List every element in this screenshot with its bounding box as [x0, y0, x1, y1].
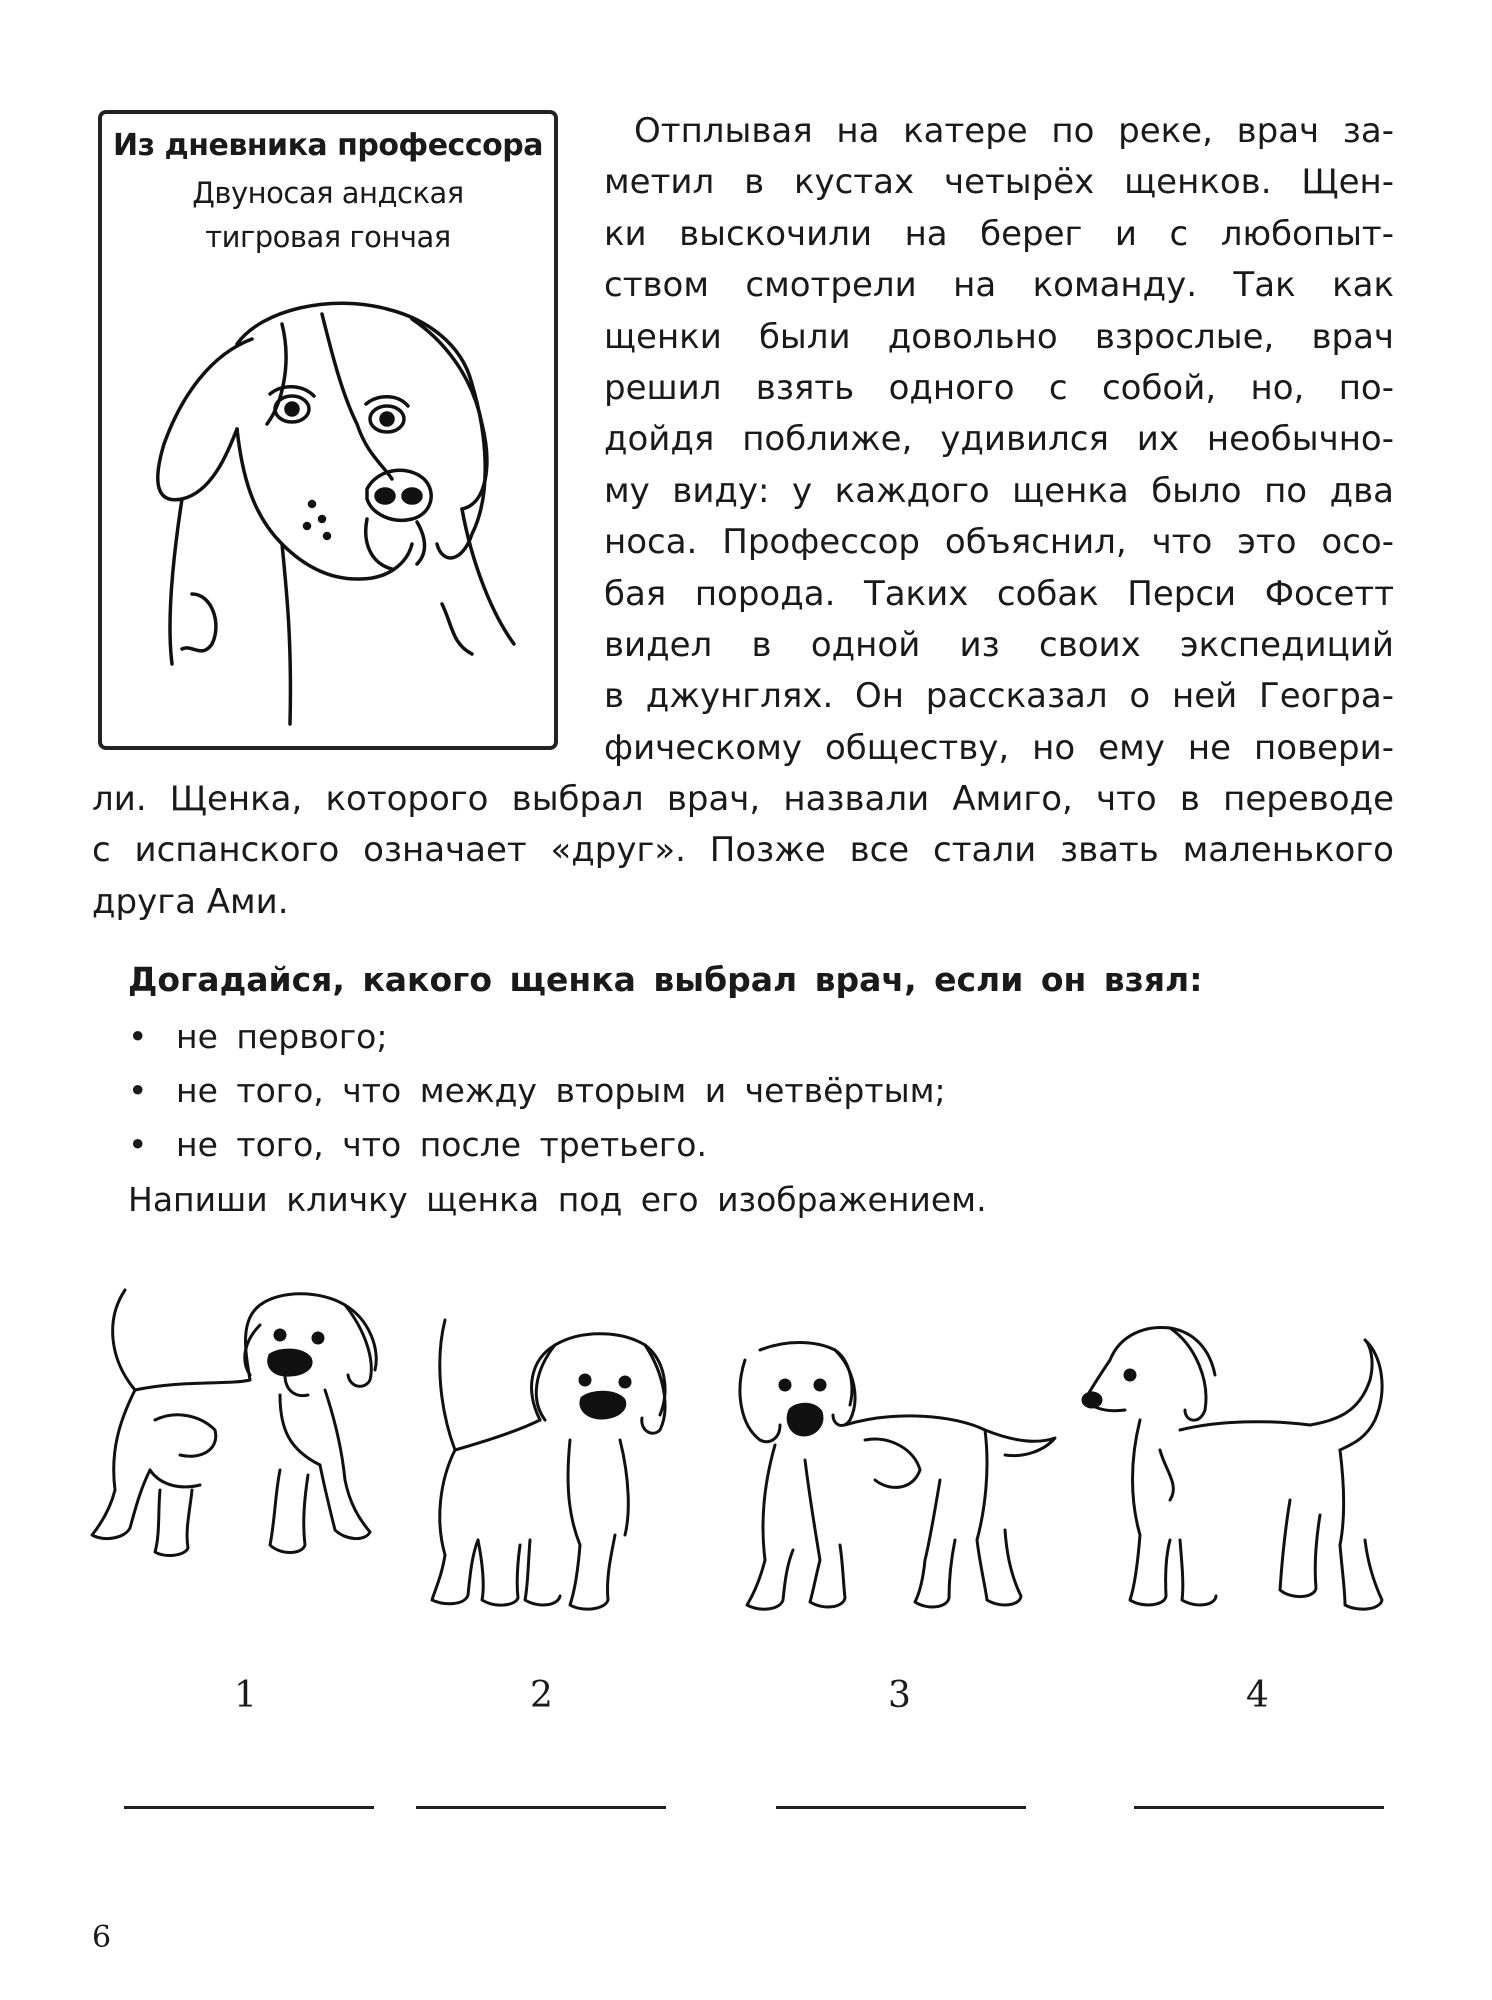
story-line: щенки были довольно взрослые, врач [604, 316, 1394, 357]
answer-line-4[interactable] [1134, 1806, 1384, 1809]
answer-line-2[interactable] [416, 1806, 666, 1809]
bullet: • [128, 1017, 148, 1056]
bullet: • [128, 1125, 148, 1164]
story-line: метил в кустах четырёх щенков. Щен- [604, 162, 1394, 203]
diary-title: Из дневника профессора [113, 128, 543, 163]
story-line: видел в одной из своих экспедиций [604, 625, 1394, 666]
puppy-4-illustration [1070, 1300, 1410, 1620]
puppy-number: 2 [530, 1675, 553, 1716]
task-title: Догадайся, какого щенка выбрал врач, если он взял: [128, 960, 1203, 999]
diary-subtitle-line1: Двуносая андская [192, 176, 464, 210]
story-text-full [92, 774, 1394, 928]
answer-line-3[interactable] [776, 1806, 1026, 1809]
diary-subtitle-line2: тигровая гончая [205, 220, 451, 254]
story-line: Отплывая на катере по реке, врач за- [634, 111, 1394, 151]
instruction-text: Напиши кличку щенка под его изображением. [128, 1180, 987, 1219]
condition-item: • не того, что между вторым и четвёртым; [128, 1071, 946, 1110]
puppy-number: 1 [234, 1675, 257, 1716]
story-line: ством смотрели на команду. Так как [604, 265, 1394, 306]
story-line: друга Ами. [92, 881, 289, 922]
dog-head-illustration [142, 264, 522, 734]
story-line: фическому обществу, но ему не повери- [604, 727, 1394, 768]
condition-item: • не того, что после третьего. [128, 1125, 707, 1164]
puppy-2-illustration [420, 1300, 680, 1620]
puppy-number: 4 [1246, 1675, 1269, 1716]
story-line: решил взять одного с собой, но, по- [604, 368, 1394, 409]
story-line: с испанского означает «друг». Позже все стали звать маленького [92, 830, 1394, 871]
story-text-column [604, 106, 1394, 774]
story-line: бая порода. Таких собак Перси Фосетт [604, 573, 1394, 614]
puppy-1-illustration [80, 1280, 400, 1580]
story-line: дойдя поближе, удивился их необычно- [604, 419, 1394, 460]
story-line: ки выскочили на берег и с любопыт- [604, 213, 1394, 254]
story-line: му виду: у каждого щенка было по два [604, 470, 1394, 511]
page-number: 6 [92, 1920, 112, 1955]
puppy-3-illustration [715, 1330, 1065, 1620]
answer-line-1[interactable] [124, 1806, 374, 1809]
story-line: ли. Щенка, которого выбрал врач, назвали Амиго, что в переводе [92, 779, 1394, 819]
puppy-number: 3 [888, 1675, 911, 1716]
story-line: носа. Профессор объяснил, что это осо- [604, 522, 1394, 563]
diary-note-box [98, 110, 558, 750]
story-line: в джунглях. Он рассказал о ней Геогра- [604, 676, 1394, 717]
bullet: • [128, 1071, 148, 1110]
condition-item: • не первого; [128, 1017, 388, 1056]
